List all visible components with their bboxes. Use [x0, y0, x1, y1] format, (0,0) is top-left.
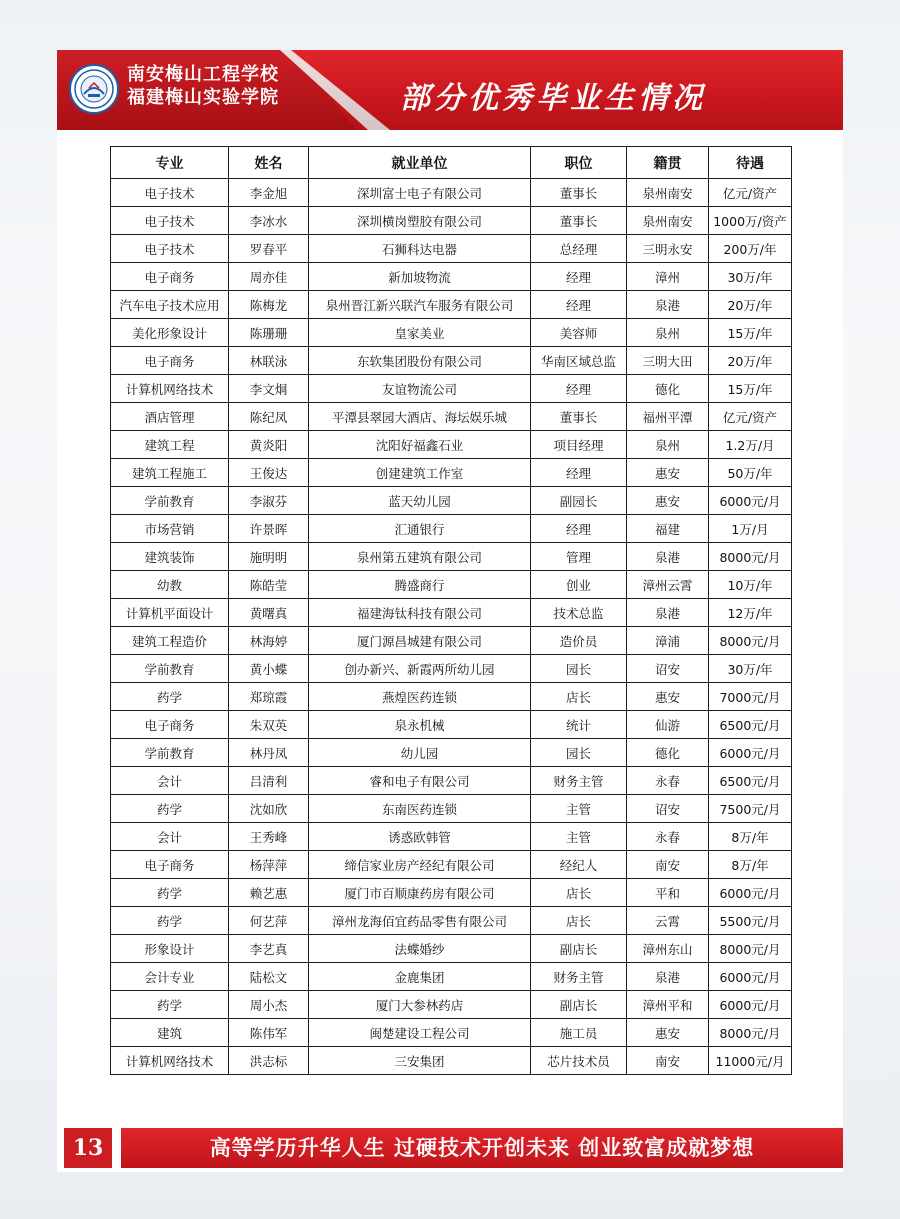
table-cell: 8000元/月	[709, 1019, 792, 1047]
table-cell: 深圳富士电子有限公司	[309, 179, 531, 207]
table-cell: 泉州晋江新兴联汽车服务有限公司	[309, 291, 531, 319]
table-cell: 深圳横岗塑胶有限公司	[309, 207, 531, 235]
table-cell: 泉州南安	[627, 207, 709, 235]
table-row	[111, 235, 792, 263]
graduates-table	[110, 146, 792, 1075]
table-row	[111, 487, 792, 515]
table-row	[111, 655, 792, 683]
table-cell: 会计专业	[111, 963, 229, 991]
table-row	[111, 767, 792, 795]
table-row	[111, 291, 792, 319]
table-cell: 店长	[531, 907, 627, 935]
table-cell: 建筑工程施工	[111, 459, 229, 487]
column-header: 姓名	[229, 147, 309, 179]
table-cell: 6500元/月	[709, 767, 792, 795]
table-cell: 经理	[531, 375, 627, 403]
table-cell: 财务主管	[531, 767, 627, 795]
table-cell: 电子商务	[111, 711, 229, 739]
table-cell: 平和	[627, 879, 709, 907]
table-row	[111, 907, 792, 935]
table-cell: 泉州	[627, 319, 709, 347]
table-cell: 5500元/月	[709, 907, 792, 935]
table-row	[111, 935, 792, 963]
table-cell: 漳浦	[627, 627, 709, 655]
table-cell: 永春	[627, 767, 709, 795]
page-number: 13	[64, 1128, 112, 1168]
table-cell: 黄曙真	[229, 599, 309, 627]
table-cell: 美容师	[531, 319, 627, 347]
table-cell: 建筑	[111, 1019, 229, 1047]
table-cell: 东南医药连锁	[309, 795, 531, 823]
table-cell: 亿元/资产	[709, 403, 792, 431]
table-cell: 药学	[111, 907, 229, 935]
table-row	[111, 263, 792, 291]
table-cell: 云霄	[627, 907, 709, 935]
table-cell: 统计	[531, 711, 627, 739]
table-row	[111, 543, 792, 571]
table-cell: 许景晖	[229, 515, 309, 543]
table-cell: 学前教育	[111, 655, 229, 683]
table-cell: 管理	[531, 543, 627, 571]
table-cell: 李冰水	[229, 207, 309, 235]
table-cell: 漳州东山	[627, 935, 709, 963]
table-cell: 药学	[111, 683, 229, 711]
table-row	[111, 683, 792, 711]
table-cell: 30万/年	[709, 263, 792, 291]
table-cell: 经理	[531, 263, 627, 291]
table-cell: 郑琼霞	[229, 683, 309, 711]
table-cell: 陈纪凤	[229, 403, 309, 431]
table-cell: 杨萍萍	[229, 851, 309, 879]
table-cell: 6000元/月	[709, 879, 792, 907]
table-cell: 8000元/月	[709, 935, 792, 963]
table-cell: 诏安	[627, 655, 709, 683]
table-cell: 电子商务	[111, 263, 229, 291]
table-cell: 计算机网络技术	[111, 375, 229, 403]
table-row	[111, 179, 792, 207]
table-cell: 惠安	[627, 487, 709, 515]
table-cell: 董事长	[531, 207, 627, 235]
table-cell: 6000元/月	[709, 963, 792, 991]
table-cell: 8000元/月	[709, 543, 792, 571]
table-cell: 总经理	[531, 235, 627, 263]
table-cell: 创建建筑工作室	[309, 459, 531, 487]
table-cell: 会计	[111, 767, 229, 795]
column-header: 专业	[111, 147, 229, 179]
table-cell: 电子商务	[111, 347, 229, 375]
table-cell: 副店长	[531, 991, 627, 1019]
table-cell: 经理	[531, 515, 627, 543]
table-row	[111, 879, 792, 907]
table-cell: 李艺真	[229, 935, 309, 963]
table-cell: 30万/年	[709, 655, 792, 683]
table-cell: 50万/年	[709, 459, 792, 487]
table-cell: 陈珊珊	[229, 319, 309, 347]
footer-slogan: 高等学历升华人生 过硬技术开创未来 创业致富成就梦想	[121, 1128, 843, 1168]
table-cell: 药学	[111, 879, 229, 907]
table-cell: 建筑工程	[111, 431, 229, 459]
table-row	[111, 795, 792, 823]
table-cell: 泉港	[627, 291, 709, 319]
table-cell: 德化	[627, 739, 709, 767]
table-row	[111, 963, 792, 991]
table-cell: 燕煌医药连锁	[309, 683, 531, 711]
table-cell: 形象设计	[111, 935, 229, 963]
table-cell: 技术总监	[531, 599, 627, 627]
table-cell: 金鹿集团	[309, 963, 531, 991]
table-cell: 赖艺惠	[229, 879, 309, 907]
table-cell: 酒店管理	[111, 403, 229, 431]
table-cell: 惠安	[627, 459, 709, 487]
school-name-2: 福建梅山实验学院	[127, 87, 279, 108]
table-cell: 三安集团	[309, 1047, 531, 1075]
table-cell: 东软集团股份有限公司	[309, 347, 531, 375]
table-cell: 店长	[531, 683, 627, 711]
table-cell: 1万/月	[709, 515, 792, 543]
table-cell: 幼教	[111, 571, 229, 599]
table-cell: 腾盛商行	[309, 571, 531, 599]
table-row	[111, 1047, 792, 1075]
table-cell: 周亦佳	[229, 263, 309, 291]
table-cell: 泉港	[627, 599, 709, 627]
table-cell: 电子技术	[111, 207, 229, 235]
table-cell: 三明大田	[627, 347, 709, 375]
table-row	[111, 347, 792, 375]
table-cell: 王秀峰	[229, 823, 309, 851]
table-cell: 何艺萍	[229, 907, 309, 935]
table-cell: 200万/年	[709, 235, 792, 263]
table-cell: 德化	[627, 375, 709, 403]
table-cell: 财务主管	[531, 963, 627, 991]
table-row	[111, 991, 792, 1019]
table-cell: 厦门大参林药店	[309, 991, 531, 1019]
table-cell: 计算机平面设计	[111, 599, 229, 627]
table-cell: 7000元/月	[709, 683, 792, 711]
table-cell: 园长	[531, 655, 627, 683]
table-cell: 泉州第五建筑有限公司	[309, 543, 531, 571]
table-cell: 建筑工程造价	[111, 627, 229, 655]
table-cell: 平潭县翠园大酒店、海坛娱乐城	[309, 403, 531, 431]
table-cell: 林海婷	[229, 627, 309, 655]
table-cell: 李文炯	[229, 375, 309, 403]
table-cell: 1000万/资产	[709, 207, 792, 235]
table-cell: 吕清利	[229, 767, 309, 795]
table-cell: 药学	[111, 795, 229, 823]
table-cell: 电子技术	[111, 179, 229, 207]
table-cell: 电子商务	[111, 851, 229, 879]
table-cell: 福州平潭	[627, 403, 709, 431]
table-cell: 主管	[531, 795, 627, 823]
table-row	[111, 403, 792, 431]
column-header: 职位	[531, 147, 627, 179]
table-cell: 缔信家业房产经纪有限公司	[309, 851, 531, 879]
table-cell: 8000元/月	[709, 627, 792, 655]
table-cell: 经理	[531, 459, 627, 487]
table-row	[111, 739, 792, 767]
table-cell: 汽车电子技术应用	[111, 291, 229, 319]
table-cell: 罗春平	[229, 235, 309, 263]
table-cell: 陆松文	[229, 963, 309, 991]
table-cell: 李金旭	[229, 179, 309, 207]
table-cell: 沈阳好福鑫石业	[309, 431, 531, 459]
table-cell: 石狮科达电器	[309, 235, 531, 263]
table-cell: 朱双英	[229, 711, 309, 739]
table-cell: 永春	[627, 823, 709, 851]
table-cell: 仙游	[627, 711, 709, 739]
table-cell: 新加坡物流	[309, 263, 531, 291]
school-name-1: 南安梅山工程学校	[127, 64, 279, 85]
table-cell: 8万/年	[709, 823, 792, 851]
table-cell: 1.2万/月	[709, 431, 792, 459]
table-cell: 店长	[531, 879, 627, 907]
table-cell: 漳州	[627, 263, 709, 291]
table-cell: 芯片技术员	[531, 1047, 627, 1075]
school-names	[127, 63, 279, 109]
table-cell: 王俊达	[229, 459, 309, 487]
table-cell: 10万/年	[709, 571, 792, 599]
table-cell: 副园长	[531, 487, 627, 515]
page-title: 部分优秀毕业生情况	[400, 81, 706, 116]
table-cell: 惠安	[627, 683, 709, 711]
table-cell: 6000元/月	[709, 991, 792, 1019]
table-cell: 副店长	[531, 935, 627, 963]
table-cell: 计算机网络技术	[111, 1047, 229, 1075]
table-cell: 7500元/月	[709, 795, 792, 823]
table-cell: 沈如欣	[229, 795, 309, 823]
table-cell: 陈梅龙	[229, 291, 309, 319]
table-cell: 黄小蝶	[229, 655, 309, 683]
table-cell: 福建	[627, 515, 709, 543]
table-cell: 项目经理	[531, 431, 627, 459]
table-cell: 厦门市百顺康药房有限公司	[309, 879, 531, 907]
table-cell: 惠安	[627, 1019, 709, 1047]
column-header: 待遇	[709, 147, 792, 179]
table-cell: 建筑装饰	[111, 543, 229, 571]
table-cell: 黄炎阳	[229, 431, 309, 459]
table-cell: 电子技术	[111, 235, 229, 263]
table-cell: 泉州	[627, 431, 709, 459]
table-cell: 陈皓莹	[229, 571, 309, 599]
table-row	[111, 627, 792, 655]
table-cell: 华南区域总监	[531, 347, 627, 375]
table-row	[111, 431, 792, 459]
table-row	[111, 599, 792, 627]
table-row	[111, 207, 792, 235]
table-cell: 市场营销	[111, 515, 229, 543]
table-cell: 学前教育	[111, 487, 229, 515]
table-row	[111, 823, 792, 851]
table-row	[111, 459, 792, 487]
table-cell: 诱惑欧韩管	[309, 823, 531, 851]
table-cell: 李淑芬	[229, 487, 309, 515]
table-cell: 经纪人	[531, 851, 627, 879]
table-cell: 施工员	[531, 1019, 627, 1047]
table-cell: 南安	[627, 1047, 709, 1075]
table-cell: 6500元/月	[709, 711, 792, 739]
table-cell: 创办新兴、新霞两所幼儿园	[309, 655, 531, 683]
table-cell: 6000元/月	[709, 487, 792, 515]
table-cell: 20万/年	[709, 291, 792, 319]
table-cell: 皇家美业	[309, 319, 531, 347]
table-cell: 陈伟军	[229, 1019, 309, 1047]
table-cell: 周小杰	[229, 991, 309, 1019]
table-cell: 主管	[531, 823, 627, 851]
table-cell: 三明永安	[627, 235, 709, 263]
table-cell: 漳州云霄	[627, 571, 709, 599]
table-cell: 南安	[627, 851, 709, 879]
table-cell: 15万/年	[709, 319, 792, 347]
table-cell: 泉港	[627, 543, 709, 571]
table-row	[111, 515, 792, 543]
table-cell: 学前教育	[111, 739, 229, 767]
table-cell: 20万/年	[709, 347, 792, 375]
table-cell: 漳州平和	[627, 991, 709, 1019]
table-cell: 法蝶婚纱	[309, 935, 531, 963]
table-cell: 泉州南安	[627, 179, 709, 207]
table-cell: 8万/年	[709, 851, 792, 879]
column-header: 就业单位	[309, 147, 531, 179]
table-cell: 施明明	[229, 543, 309, 571]
table-cell: 董事长	[531, 179, 627, 207]
table-cell: 6000元/月	[709, 739, 792, 767]
table-cell: 12万/年	[709, 599, 792, 627]
table-cell: 闽楚建设工程公司	[309, 1019, 531, 1047]
table-cell: 园长	[531, 739, 627, 767]
table-cell: 诏安	[627, 795, 709, 823]
table-cell: 幼儿园	[309, 739, 531, 767]
table-cell: 会计	[111, 823, 229, 851]
table-cell: 睿和电子有限公司	[309, 767, 531, 795]
table-cell: 林丹凤	[229, 739, 309, 767]
table-body	[111, 179, 792, 1075]
table-cell: 汇通银行	[309, 515, 531, 543]
table-row	[111, 571, 792, 599]
table-cell: 友谊物流公司	[309, 375, 531, 403]
table-cell: 泉永机械	[309, 711, 531, 739]
table-cell: 林联泳	[229, 347, 309, 375]
table-cell: 漳州龙海佰宜药品零售有限公司	[309, 907, 531, 935]
table-cell: 福建海钛科技有限公司	[309, 599, 531, 627]
table-cell: 造价员	[531, 627, 627, 655]
table-cell: 洪志标	[229, 1047, 309, 1075]
table-cell: 亿元/资产	[709, 179, 792, 207]
table-cell: 泉港	[627, 963, 709, 991]
table-row	[111, 319, 792, 347]
column-header: 籍贯	[627, 147, 709, 179]
table-cell: 11000元/月	[709, 1047, 792, 1075]
table-cell: 创业	[531, 571, 627, 599]
table-cell: 厦门源昌城建有限公司	[309, 627, 531, 655]
school-emblem-icon	[69, 64, 119, 114]
table-row	[111, 851, 792, 879]
table-cell: 蓝天幼儿园	[309, 487, 531, 515]
table-cell: 15万/年	[709, 375, 792, 403]
table-cell: 经理	[531, 291, 627, 319]
table-row	[111, 375, 792, 403]
table-cell: 董事长	[531, 403, 627, 431]
table-cell: 美化形象设计	[111, 319, 229, 347]
table-row	[111, 711, 792, 739]
table-row	[111, 1019, 792, 1047]
table-header-row	[111, 147, 792, 179]
table-cell: 药学	[111, 991, 229, 1019]
